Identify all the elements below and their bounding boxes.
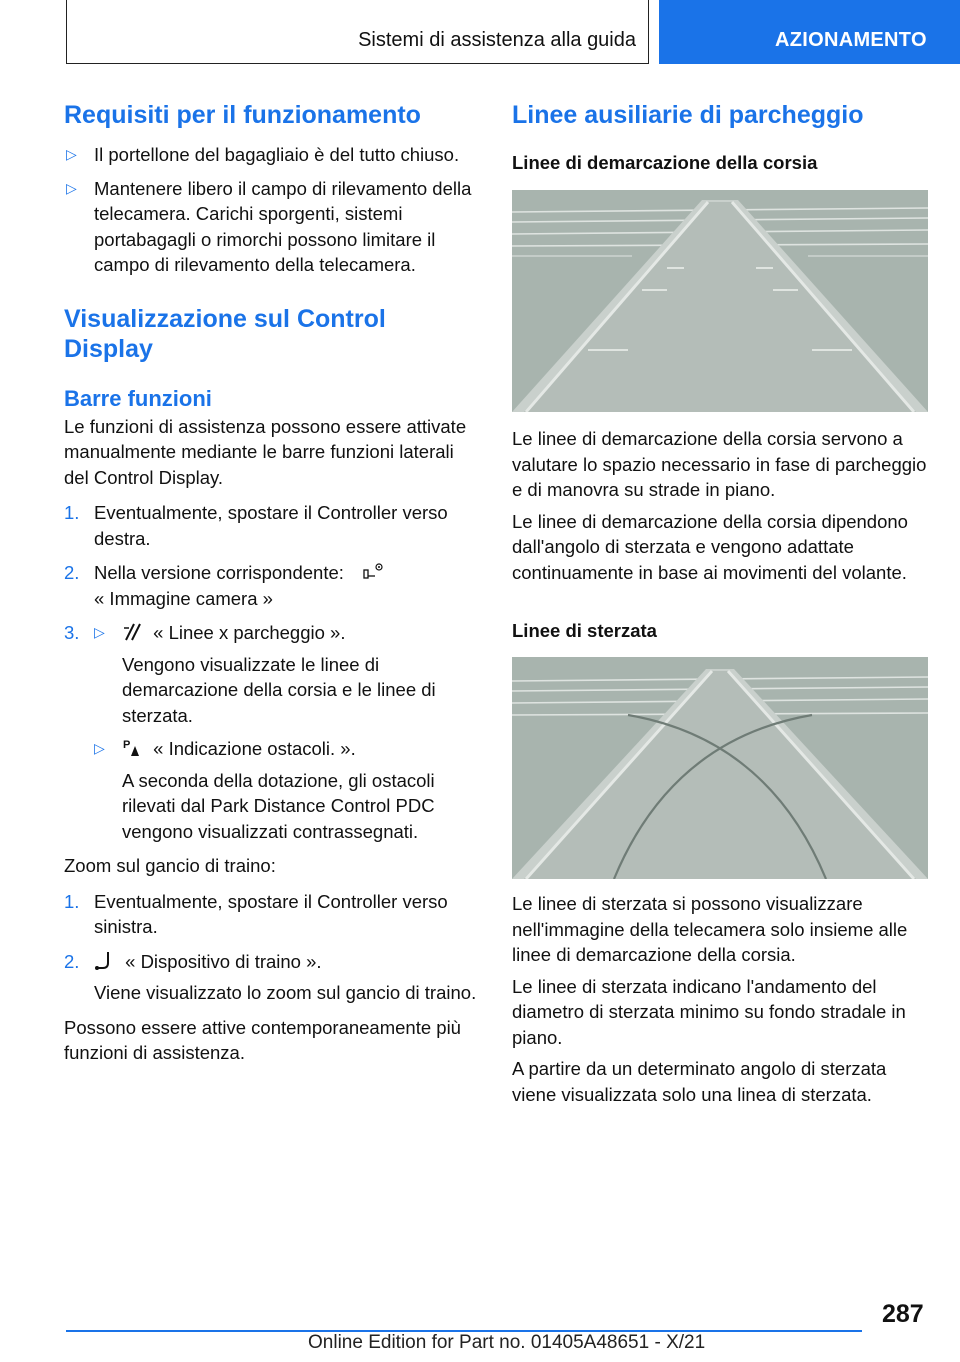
page-number: 287 <box>882 1300 924 1328</box>
step-3a-description: Vengono visualizzate le linee di demarcazione della corsia e le linee di sterzata. <box>122 653 436 726</box>
bullet-triangle-icon: ▷ <box>94 624 105 640</box>
bullet-triangle-icon: ▷ <box>94 740 105 756</box>
heading-requisiti: Requisiti per il funzionamento <box>64 101 421 129</box>
zoom-step-2: 2. « Dispositivo di traino ». Viene visualizzato lo zoom sul gancio di traino. <box>64 949 480 1006</box>
zoom-steps-list <box>64 889 480 1006</box>
step-3 <box>64 620 480 844</box>
obstacle-indication-icon <box>122 738 144 758</box>
heading-demarcazione: Linee di demarcazione della corsia <box>512 152 818 173</box>
list-item: ▷ « Linee x parcheggio ». Vengono visualizzate le linee di demarcazione della corsia e le linee di sterzata. <box>94 620 480 728</box>
list-item: ▷ Il portellone del bagagliaio è del tutto chiuso. <box>64 142 480 168</box>
step-3b-description: A seconda della dotazione, gli ostacoli rilevati dal Park Distance Control PDC vengono visualizzati contrassegnati. <box>122 769 435 842</box>
header-chapter-tab <box>659 0 960 64</box>
tow-hitch-icon <box>94 951 116 971</box>
step-number: 2. <box>64 562 80 583</box>
heading-barre-funzioni: Barre funzioni <box>64 385 212 411</box>
header-section-box <box>66 0 649 64</box>
step-3-options <box>94 620 480 844</box>
svg-text:P: P <box>123 739 131 751</box>
heading-visualizzazione: Visualizzazione sul Control Display <box>64 304 386 363</box>
footer-edition: Online Edition for Part no. 01405A48651 - X/21 <box>308 1332 706 1353</box>
parking-lines-icon <box>122 622 144 642</box>
step-1: 1. Eventualmente, spostare il Controller verso destra. <box>64 502 448 549</box>
step-number: 3. <box>64 622 80 643</box>
zoom-step-1: 1. Eventualmente, spostare il Controller verso sinistra. <box>64 890 448 937</box>
sterzata-paragraph-2: Le linee di sterzata indicano l'andamento del diametro di sterzata minimo su fondo stradale in piano. <box>512 975 906 1048</box>
demarcazione-paragraph-1: Le linee di demarcazione della corsia servono a valutare lo spazio necessario in fase di parcheggio e di manovra su strade in piano. <box>512 428 927 500</box>
header-chapter-title: AZIONAMENTO <box>775 29 927 51</box>
requirements-list <box>64 142 480 278</box>
heading-linee-ausiliarie: Linee ausiliarie di parcheggio <box>512 101 864 129</box>
list-item: ▷ Mantenere libero il campo di rilevamento della telecamera. Carichi sporgenti, sistemi portabagagli o rimorchi possono limitare il campo di rilevamento della telecamera. <box>66 177 472 275</box>
step-number: 1. <box>64 890 80 912</box>
heading-sterzata: Linee di sterzata <box>512 620 657 641</box>
step-number: 1. <box>64 502 80 523</box>
bullet-triangle-icon: ▷ <box>66 146 77 162</box>
zoom-step-2-description: Viene visualizzato lo zoom sul gancio di traino. <box>94 982 477 1003</box>
right-column <box>512 100 928 1107</box>
step-2: 2. Nella versione corrispondente: « Immagine camera » <box>64 560 480 611</box>
zoom-intro: Zoom sul gancio di traino: <box>64 855 276 876</box>
bullet-triangle-icon: ▷ <box>66 179 77 196</box>
sterzata-paragraph-1: Le linee di sterzata si possono visualizzare nell'immagine della telecamera solo insieme alle linee di demarcazione della corsia. <box>512 893 908 965</box>
lane-lines-illustration <box>512 190 928 412</box>
step-number: 2. <box>64 950 80 972</box>
header-section-title: Sistemi di assistenza alla guida <box>358 29 636 51</box>
barre-description: Le funzioni di assistenza possono essere attivate manualmente mediante le barre funzioni laterali del Control Display. <box>64 415 467 488</box>
closing-text: Possono essere attive contemporaneamente più funzioni di assistenza. <box>64 1016 461 1063</box>
left-column <box>64 100 480 1066</box>
camera-settings-icon <box>363 562 385 582</box>
demarcazione-paragraph-2: Le linee di demarcazione della corsia dipendono dall'angolo di sterzata e vengono adattate continuamente in base ai movimenti del volante. <box>512 510 908 583</box>
list-item: ▷ P « Indicazione ostacoli. ». A seconda della dotazione, gli ostacoli rilevati dal Park Distance Control PDC vengono visualizzati contrassegnati. <box>94 736 480 844</box>
sterzata-paragraph-3: A partire da un determinato angolo di sterzata viene visualizzata solo una linea di sterzata. <box>512 1058 887 1105</box>
steering-lines-illustration <box>512 657 928 879</box>
steps-list <box>64 500 480 844</box>
